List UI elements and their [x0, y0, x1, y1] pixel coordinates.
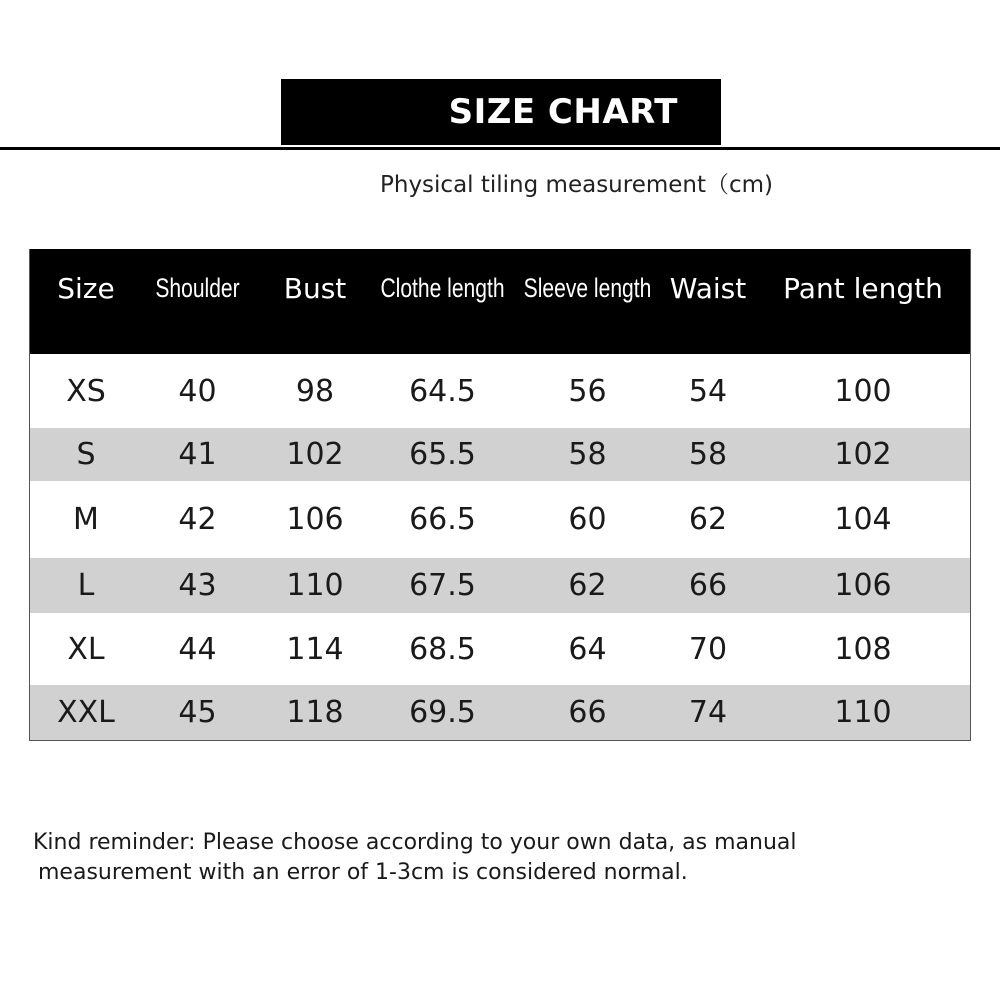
table-row: [30, 481, 970, 558]
cell-shoulder: 40: [178, 373, 217, 409]
cell-waist: 74: [688, 695, 728, 730]
cell-clothe-length: 64.5: [409, 373, 476, 409]
cell-bust: 114: [286, 631, 344, 667]
cell-waist: 58: [688, 437, 728, 472]
cell-size: M: [73, 502, 99, 537]
table-row: [30, 428, 970, 481]
cell-sleeve-length: 56: [568, 373, 607, 409]
cell-shoulder: 45: [178, 695, 217, 730]
cell-sleeve-length: 62: [568, 568, 607, 603]
cell-shoulder: 43: [178, 568, 217, 603]
header-bust: Bust: [283, 272, 347, 305]
cell-clothe-length: 67.5: [409, 568, 476, 603]
cell-pant-length: 110: [834, 695, 892, 730]
header-sleeve-length: Sleeve length: [523, 273, 652, 303]
cell-size: XL: [67, 631, 105, 667]
cell-bust: 110: [286, 568, 344, 603]
cell-clothe-length: 68.5: [409, 631, 476, 667]
cell-waist: 70: [688, 631, 728, 667]
cell-waist: 62: [688, 502, 728, 537]
measurement-subtitle: Physical tiling measurement（cm): [380, 172, 774, 198]
reminder-line-1: Kind reminder: Please choose according to your own data, as manual: [33, 830, 797, 855]
title-divider: [0, 147, 1000, 150]
cell-shoulder: 44: [178, 631, 217, 667]
cell-waist: 66: [688, 568, 728, 603]
cell-clothe-length: 69.5: [409, 695, 476, 730]
size-chart-title-bar: [281, 79, 721, 145]
cell-sleeve-length: 60: [568, 502, 607, 537]
cell-size: S: [76, 437, 96, 472]
header-waist: Waist: [669, 272, 747, 305]
table-row: [30, 558, 970, 613]
cell-waist: 54: [688, 373, 728, 409]
cell-shoulder: 42: [178, 502, 217, 537]
cell-sleeve-length: 64: [568, 631, 607, 667]
table-row: [30, 613, 970, 685]
cell-pant-length: 102: [834, 437, 892, 472]
cell-pant-length: 108: [834, 631, 892, 667]
header-pant-length: Pant length: [783, 272, 943, 305]
table-header: [30, 249, 970, 354]
cell-size: XS: [66, 373, 106, 409]
cell-clothe-length: 65.5: [409, 437, 476, 472]
cell-bust: 98: [295, 373, 335, 409]
cell-size: L: [77, 568, 95, 603]
cell-clothe-length: 66.5: [409, 502, 476, 537]
table-row: [30, 354, 970, 428]
cell-bust: 118: [286, 695, 344, 730]
page-title: SIZE CHART: [448, 92, 678, 132]
cell-sleeve-length: 58: [568, 437, 607, 472]
header-size: Size: [57, 272, 115, 305]
cell-bust: 106: [286, 502, 344, 537]
cell-bust: 102: [286, 437, 344, 472]
cell-sleeve-length: 66: [568, 695, 607, 730]
header-clothe-length: Clothe length: [380, 273, 505, 303]
cell-shoulder: 41: [178, 437, 217, 472]
reminder-line-2: measurement with an error of 1-3cm is considered normal.: [38, 860, 688, 885]
cell-pant-length: 100: [834, 373, 892, 409]
table-row: [30, 685, 970, 740]
size-table: [29, 249, 971, 741]
cell-pant-length: 104: [834, 502, 892, 537]
cell-pant-length: 106: [834, 568, 892, 603]
cell-size: XXL: [57, 695, 115, 730]
kind-reminder-note: [33, 828, 933, 888]
header-shoulder: Shoulder: [155, 273, 240, 303]
